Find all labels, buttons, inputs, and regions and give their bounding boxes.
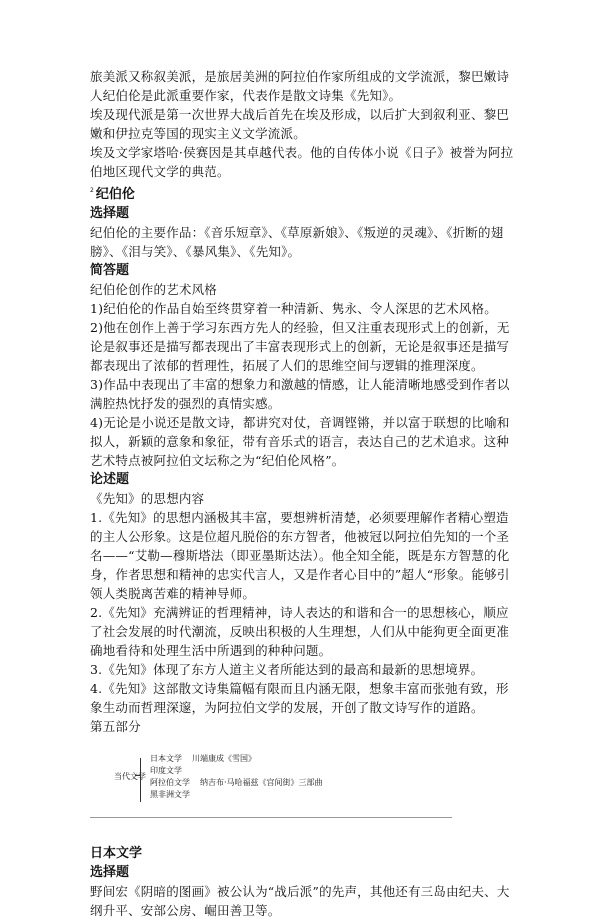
- question-prophet-content: 《先知》的思想内容: [90, 491, 205, 506]
- paragraph-egypt-modern-school: 埃及现代派是第一次世界大战后首先在埃及形成，以后扩大到叙利亚、黎巴嫩和伊拉克等国的现实主义文学流派。: [90, 107, 510, 141]
- essay-point-1: 1.《先知》的思想内涵极其丰富，要想辨析清楚，必须要理解作者精心塑造的主人公形象。这是位超凡脱俗的东方智者，他被冠以阿拉伯先知的一个圣名——“艾勒—穆斯塔法（即亚墨斯达法）。他全知全能，既是东方智慧的化身，作者思想和精神的忠实代言人，又是作者心目中的”超人“形象。能够引领人类脱离苦难的精神导师。: [90, 510, 510, 601]
- branch-label: 印度文学: [150, 766, 182, 775]
- diagram-branch-arab: [150, 777, 323, 789]
- answer-point-3: 3)作品中表现出了丰富的想象力和激越的情感，让人能清晰地感受到作者以满腔热忱抒发的强烈的真情实感。: [90, 377, 510, 411]
- answer-point-1: 1)纪伯伦的作品自始至终贯穿着一种清新、隽永、令人深思的艺术风格。: [90, 301, 497, 316]
- heading-short-answer: 简答题: [90, 263, 130, 278]
- essay-point-2: 2.《先知》充满辨证的哲理精神，诗人表达的和谐和合一的思想核心，顺应了社会发展的时代潮流，反映出积极的人生理想，人们从中能狗更全面更准确地看待和处理生活中所遇到的种种问题。: [90, 605, 510, 658]
- section-title-text: 纪伯伦: [95, 187, 135, 202]
- diagram-bracket: [140, 758, 147, 802]
- section-title-japan: 日本文学: [90, 846, 143, 861]
- diagram-root-label: 当代文学: [114, 772, 146, 781]
- paragraph-postwar-school: 野间宏《阴暗的图画》被公认为“战后派”的先声，其他还有三岛由纪夫、大纲升平、安部公房、崛田善卫等。: [90, 884, 510, 918]
- answer-point-2: 2)他在创作上善于学习东西方先人的经验，但又注重表现形式上的创新，无论是叙事还是描写都表现出了丰富表现形式上的创新，无论是叙事还是描写都表现出了浓郁的哲理性，拓展了人们的思维空间与逻辑的推理深度。: [90, 320, 510, 373]
- contemporary-literature-diagram: [90, 748, 520, 818]
- part-five-label: 第五部分: [90, 719, 141, 734]
- diagram-branch-india: [150, 765, 323, 777]
- branch-label: 阿拉伯文学: [150, 778, 190, 787]
- branch-label: 日本文学: [150, 754, 182, 763]
- branch-example: 川端康成《雪国》: [192, 754, 256, 763]
- diagram-branches: [150, 753, 323, 801]
- document-page: [90, 67, 520, 920]
- branch-label: 黑非洲文学: [150, 790, 190, 799]
- heading-choice-questions: 选择题: [90, 865, 130, 880]
- paragraph-travel-america-school: 旅美派又称叙美派，是旅居美洲的阿拉伯作家所组成的文学流派，黎巴嫩诗人纪伯伦是此派重要作家，代表作是散文诗集《先知》。: [90, 69, 510, 103]
- branch-example: 纳吉布·马哈福兹《宫间街》三部曲: [200, 778, 323, 787]
- section-number: 2: [90, 187, 94, 194]
- answer-point-4: 4)无论是小说还是散文诗，都讲究对仗，音调铿锵，并以富于联想的比喻和拟人，新颖的意象和象征，带有音乐式的语言，表达自己的艺术追求。这种艺术特点被阿拉伯文坛称之为“纪伯伦风格”。: [90, 415, 510, 468]
- spacer: [90, 818, 520, 844]
- heading-essay-questions: 论述题: [90, 472, 130, 487]
- heading-choice-questions: 选择题: [90, 206, 130, 221]
- diagram-branch-japan: [150, 753, 323, 765]
- section-title-gibran: [90, 181, 520, 204]
- diagram-divider: [90, 817, 452, 818]
- paragraph-gibran-works: 纪伯伦的主要作品：《音乐短章》、《草原新娘》、《叛逆的灵魂》、《折断的翅膀》、《泪与笑》、《暴风集》、《先知》。: [90, 225, 504, 259]
- diagram-branch-black-africa: [150, 789, 323, 801]
- essay-point-3: 3.《先知》体现了东方人道主义者所能达到的最高和最新的思想境界。: [90, 662, 484, 677]
- question-art-style: 纪伯伦创作的艺术风格: [90, 282, 218, 297]
- essay-point-4: 4.《先知》这部散文诗集篇幅有限而且内涵无限，想象丰富而张弛有致，形象生动而哲理深邃，为阿拉伯文学的发展，开创了散文诗写作的道路。: [90, 681, 509, 715]
- paragraph-taha-hussein: 埃及文学家塔哈·侯赛因是其卓越代表。他的自传体小说《日子》被誉为阿拉伯地区现代文学的典范。: [90, 145, 514, 179]
